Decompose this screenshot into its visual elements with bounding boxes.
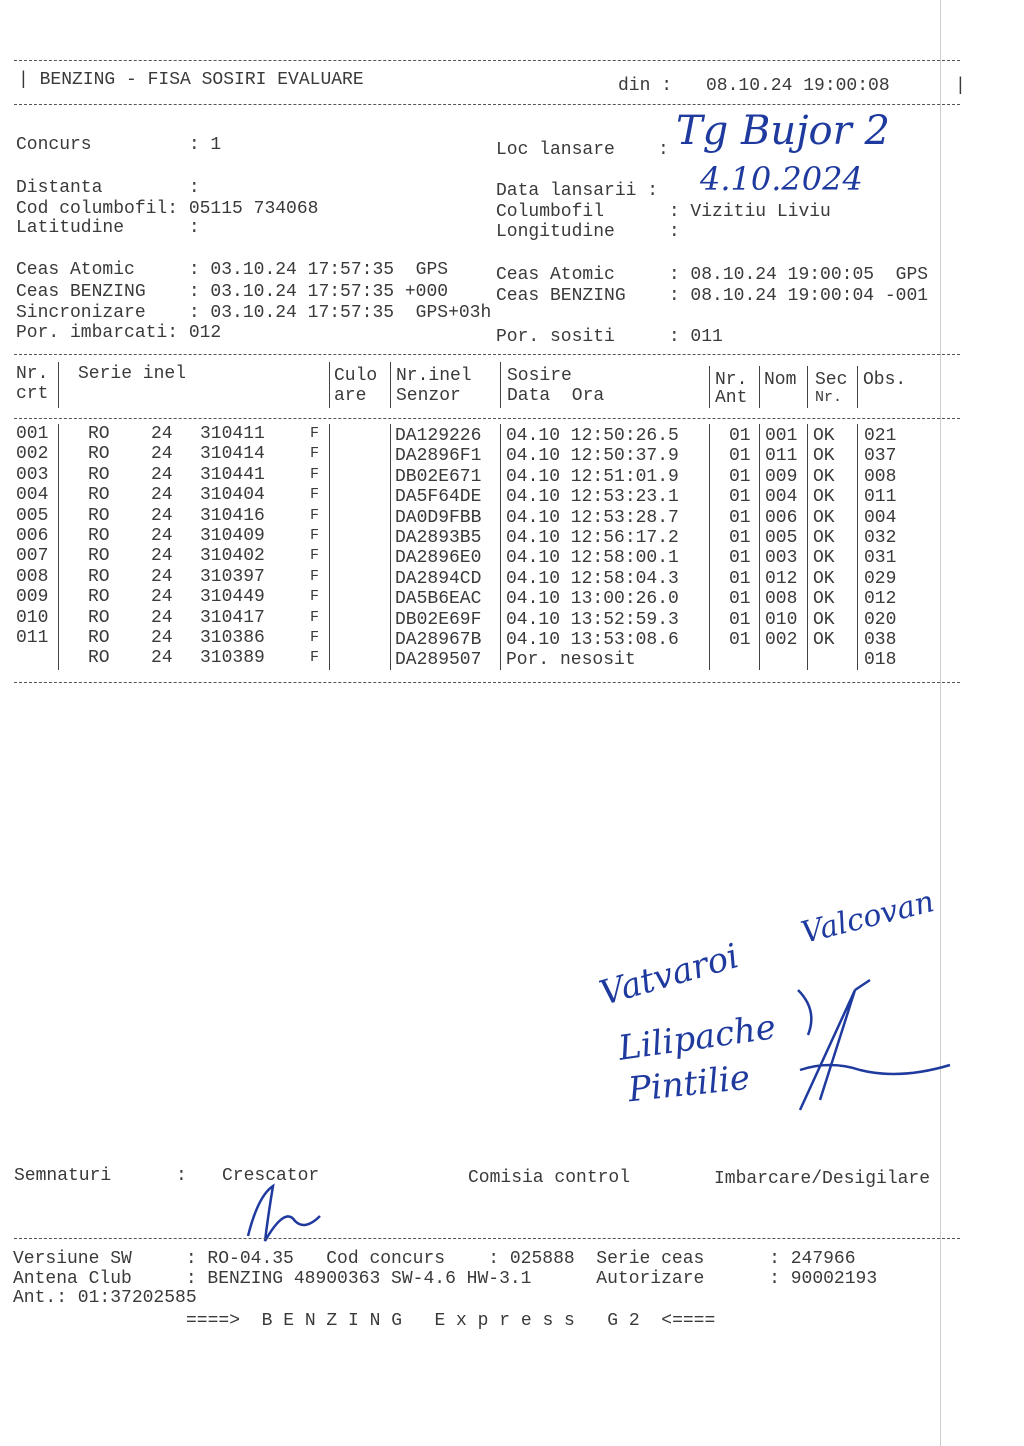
- row-sex: F: [310, 506, 320, 524]
- row-tara: RO: [88, 505, 110, 526]
- row-sec: OK: [813, 528, 835, 548]
- row-ant: 01: [729, 446, 751, 467]
- row-obs: 004: [864, 507, 897, 528]
- row-an: 24: [151, 566, 173, 587]
- row-inel: 310397: [200, 566, 265, 587]
- row-sosire: 04.10 12:56:17.2: [506, 528, 679, 548]
- row-crt: 011: [16, 628, 49, 648]
- row-obs: 008: [864, 466, 897, 487]
- footer-antena: Antena Club : BENZING 48900363 SW-4.6 HW-3.1 Autorizare : 90002193: [13, 1269, 878, 1289]
- row-inel: 310449: [200, 587, 265, 608]
- ceas-benzing-start: Ceas BENZING : 03.10.24 17:57:35 +000: [16, 282, 449, 302]
- row-nom: 002: [765, 630, 798, 650]
- col-rule: [857, 424, 858, 670]
- row-crt: 001: [16, 424, 49, 444]
- col-rule: [329, 362, 330, 408]
- row-sosire: 04.10 12:53:28.7: [506, 507, 679, 528]
- col-header-culoare-2: are: [334, 386, 367, 406]
- row-sex: F: [310, 547, 320, 565]
- porumbei-sositi: Por. sositi : 011: [496, 327, 723, 347]
- col-rule: [709, 424, 710, 670]
- row-ant: 01: [729, 630, 751, 650]
- row-an: 24: [151, 444, 173, 465]
- col-header-senzor: Nr.inel: [396, 366, 472, 386]
- sincronizare: Sincronizare : 03.10.24 17:57:35 GPS+03h: [16, 303, 492, 323]
- row-ant: 01: [729, 609, 751, 630]
- row-sosire: 04.10 12:53:23.1: [506, 487, 679, 508]
- row-inel: 310409: [200, 526, 265, 546]
- row-sosire: 04.10 12:50:26.5: [506, 426, 679, 446]
- col-rule: [390, 424, 391, 670]
- col-rule: [500, 362, 501, 408]
- row-tara: RO: [88, 566, 110, 587]
- col-rule: [329, 424, 330, 670]
- row-sex: F: [310, 608, 320, 626]
- row-inel: 310411: [200, 424, 265, 444]
- col-rule: [390, 362, 391, 408]
- row-nom: 008: [765, 589, 798, 610]
- row-senzor: DA129226: [395, 426, 482, 446]
- col-header-senzor-2: Senzor: [396, 386, 461, 406]
- row-sex: F: [310, 527, 320, 544]
- handwritten-date: 4.10.2024: [700, 160, 863, 198]
- row-tara: RO: [88, 485, 110, 506]
- col-header-crt: crt: [16, 384, 49, 404]
- ceas-atomic-start: Ceas Atomic : 03.10.24 17:57:35 GPS: [16, 260, 449, 280]
- row-an: 24: [151, 587, 173, 608]
- separator: [14, 418, 960, 419]
- col-header-obs: Obs.: [863, 370, 907, 390]
- col-rule: [759, 366, 760, 408]
- col-header-nom: Nom: [764, 370, 797, 390]
- row-sec: OK: [813, 609, 835, 630]
- crescator-label: Crescator: [222, 1166, 320, 1186]
- loc-lansare-field: Loc lansare :: [496, 140, 669, 160]
- footer-brand: ====> B E N Z I N G E x p r e s s G 2 <====: [186, 1311, 716, 1331]
- row-senzor: DA5F64DE: [395, 487, 482, 508]
- row-senzor: DA5B6EAC: [395, 589, 482, 610]
- row-crt: 003: [16, 464, 49, 485]
- row-an: 24: [151, 546, 173, 567]
- row-ant: 01: [729, 466, 751, 487]
- row-nom: 003: [765, 548, 798, 569]
- row-sec: OK: [813, 466, 835, 487]
- row-an: 24: [151, 648, 173, 669]
- row-sex: F: [310, 567, 320, 585]
- data-lansarii-field: Data lansarii :: [496, 181, 659, 201]
- row-tara: RO: [88, 607, 110, 628]
- row-an: 24: [151, 505, 173, 526]
- row-inel: 310402: [200, 546, 265, 567]
- col-header-serie: Serie inel: [78, 364, 187, 384]
- row-sec: OK: [813, 568, 835, 589]
- row-sosire: 04.10 13:53:08.6: [506, 630, 679, 650]
- row-an: 24: [151, 424, 173, 444]
- row-nom: 004: [765, 487, 798, 508]
- row-sec: OK: [813, 487, 835, 508]
- row-an: 24: [151, 628, 173, 648]
- row-sec: OK: [813, 507, 835, 528]
- report-title: | BENZING - FISA SOSIRI EVALUARE: [18, 70, 364, 90]
- row-tara: RO: [88, 464, 110, 485]
- latitudine-field: Latitudine :: [16, 218, 200, 238]
- crescator-signature: [236, 1174, 326, 1254]
- separator: [14, 104, 960, 105]
- col-rule: [807, 424, 808, 670]
- row-sosire: 04.10 12:51:01.9: [506, 466, 679, 487]
- row-ant: 01: [729, 548, 751, 569]
- longitudine-field: Longitudine :: [496, 222, 680, 242]
- row-sosire: 04.10 13:52:59.3: [506, 609, 679, 630]
- row-crt: 005: [16, 505, 49, 526]
- col-rule: [807, 366, 808, 408]
- row-ant: 01: [729, 528, 751, 548]
- col-header-nr: Nr.: [16, 364, 49, 384]
- col-header-culoare: Culo: [334, 366, 378, 386]
- report-date: 08.10.24 19:00:08: [706, 76, 890, 96]
- handwritten-loc: Tg Bujor 2: [676, 108, 890, 154]
- row-obs: 032: [864, 528, 897, 548]
- row-an: 24: [151, 464, 173, 485]
- row-ant: 01: [729, 487, 751, 508]
- handwritten-signature: Vatvaroi: [595, 936, 744, 1014]
- row-tara: RO: [88, 648, 110, 669]
- handwritten-signature: Lilipache: [615, 1007, 779, 1069]
- row-obs: 038: [864, 630, 897, 650]
- row-crt: 004: [16, 485, 49, 506]
- imbarcare-label: Imbarcare/Desigilare: [714, 1169, 931, 1189]
- row-sec: OK: [813, 446, 835, 467]
- row-sex: F: [310, 629, 320, 646]
- row-sex: F: [310, 588, 320, 606]
- columbofil-field: Columbofil : Vizitiu Liviu: [496, 202, 831, 222]
- row-inel: 310404: [200, 485, 265, 506]
- row-sex: F: [310, 649, 320, 667]
- row-sec: OK: [813, 589, 835, 610]
- row-crt: 010: [16, 607, 49, 628]
- col-rule: [759, 424, 760, 670]
- row-tara: RO: [88, 424, 110, 444]
- row-obs: 012: [864, 589, 897, 610]
- ceas-atomic-end: Ceas Atomic : 08.10.24 19:00:05 GPS: [496, 265, 929, 285]
- row-crt: 009: [16, 587, 49, 608]
- row-senzor: DA289507: [395, 650, 482, 671]
- row-sosire: 04.10 13:00:26.0: [506, 589, 679, 610]
- row-inel: 310416: [200, 505, 265, 526]
- row-sex: F: [310, 425, 320, 442]
- row-nom: 009: [765, 466, 798, 487]
- row-nom: 005: [765, 528, 798, 548]
- col-rule: [58, 424, 59, 670]
- row-sosire: Por. nesosit: [506, 650, 636, 671]
- distanta-field: Distanta :: [16, 178, 200, 198]
- row-crt: 006: [16, 526, 49, 546]
- col-header-sec: Sec: [815, 370, 848, 390]
- row-inel: 310389: [200, 648, 265, 669]
- row-obs: 031: [864, 548, 897, 569]
- row-nom: 001: [765, 426, 798, 446]
- row-nom: 011: [765, 446, 798, 467]
- col-header-sec-2: Nr.: [815, 389, 843, 406]
- row-senzor: DA0D9FBB: [395, 507, 482, 528]
- col-rule: [500, 424, 501, 670]
- page-edge-line: [940, 0, 941, 1446]
- row-obs: 037: [864, 446, 897, 467]
- row-senzor: DB02E671: [395, 466, 482, 487]
- row-senzor: DA2896F1: [395, 446, 482, 467]
- col-rule: [709, 366, 710, 408]
- col-header-sosire: Sosire: [507, 366, 572, 386]
- semnaturi-label: Semnaturi :: [14, 1166, 187, 1186]
- handwritten-signature: Valcovan: [797, 884, 938, 951]
- row-senzor: DB02E69F: [395, 609, 482, 630]
- row-inel: 310441: [200, 464, 265, 485]
- row-senzor: DA28967B: [395, 630, 482, 650]
- row-ant: 01: [729, 507, 751, 528]
- row-inel: 310414: [200, 444, 265, 465]
- row-ant: 01: [729, 589, 751, 610]
- row-senzor: DA2896E0: [395, 548, 482, 569]
- row-sosire: 04.10 12:58:04.3: [506, 568, 679, 589]
- cod-columbofil-field: Cod columbofil: 05115 734068: [16, 199, 319, 219]
- separator: [14, 682, 960, 683]
- row-crt: 002: [16, 444, 49, 465]
- concurs-field: Concurs : 1: [16, 135, 222, 155]
- row-crt: 008: [16, 566, 49, 587]
- handwritten-signature: Pintilie: [626, 1057, 752, 1111]
- row-sec: OK: [813, 548, 835, 569]
- row-obs: 011: [864, 487, 897, 508]
- comisia-label: Comisia control: [468, 1168, 631, 1188]
- row-nom: 010: [765, 609, 798, 630]
- row-an: 24: [151, 607, 173, 628]
- row-an: 24: [151, 485, 173, 506]
- row-inel: 310417: [200, 607, 265, 628]
- row-ant: 01: [729, 426, 751, 446]
- row-sex: F: [310, 465, 320, 483]
- row-obs: 029: [864, 568, 897, 589]
- separator: [14, 60, 960, 61]
- row-obs: 021: [864, 426, 897, 446]
- col-rule: [857, 366, 858, 408]
- col-header-ant: Nr.: [715, 370, 748, 390]
- row-crt: 007: [16, 546, 49, 567]
- row-tara: RO: [88, 546, 110, 567]
- row-sec: OK: [813, 426, 835, 446]
- separator: [14, 354, 960, 355]
- row-obs: 018: [864, 650, 897, 671]
- row-inel: 310386: [200, 628, 265, 648]
- row-ant: 01: [729, 568, 751, 589]
- col-header-sosire-2: Data Ora: [507, 386, 605, 406]
- row-tara: RO: [88, 526, 110, 546]
- row-nom: 012: [765, 568, 798, 589]
- col-rule: [58, 362, 59, 408]
- row-senzor: DA2894CD: [395, 568, 482, 589]
- ceas-benzing-end: Ceas BENZING : 08.10.24 19:00:04 -001: [496, 286, 929, 306]
- row-sosire: 04.10 12:58:00.1: [506, 548, 679, 569]
- row-tara: RO: [88, 587, 110, 608]
- signature-scribble: [760, 960, 940, 1130]
- footer-versiune: Versiune SW : RO-04.35 Cod concurs : 025888 Serie ceas : 247966: [13, 1249, 856, 1269]
- row-an: 24: [151, 526, 173, 546]
- row-sex: F: [310, 445, 320, 463]
- porumbei-imbarcati: Por. imbarcati: 012: [16, 323, 222, 343]
- row-sex: F: [310, 486, 320, 504]
- row-nom: 006: [765, 507, 798, 528]
- row-tara: RO: [88, 628, 110, 648]
- col-header-ant-2: Ant: [715, 388, 748, 408]
- row-sosire: 04.10 12:50:37.9: [506, 446, 679, 467]
- separator: [14, 1238, 960, 1239]
- row-sec: OK: [813, 630, 835, 650]
- row-tara: RO: [88, 444, 110, 465]
- header-bar: |: [955, 76, 966, 96]
- date-label: din :: [618, 76, 673, 96]
- row-obs: 020: [864, 609, 897, 630]
- footer-ant: Ant.: 01:37202585: [13, 1288, 197, 1308]
- row-senzor: DA2893B5: [395, 528, 482, 548]
